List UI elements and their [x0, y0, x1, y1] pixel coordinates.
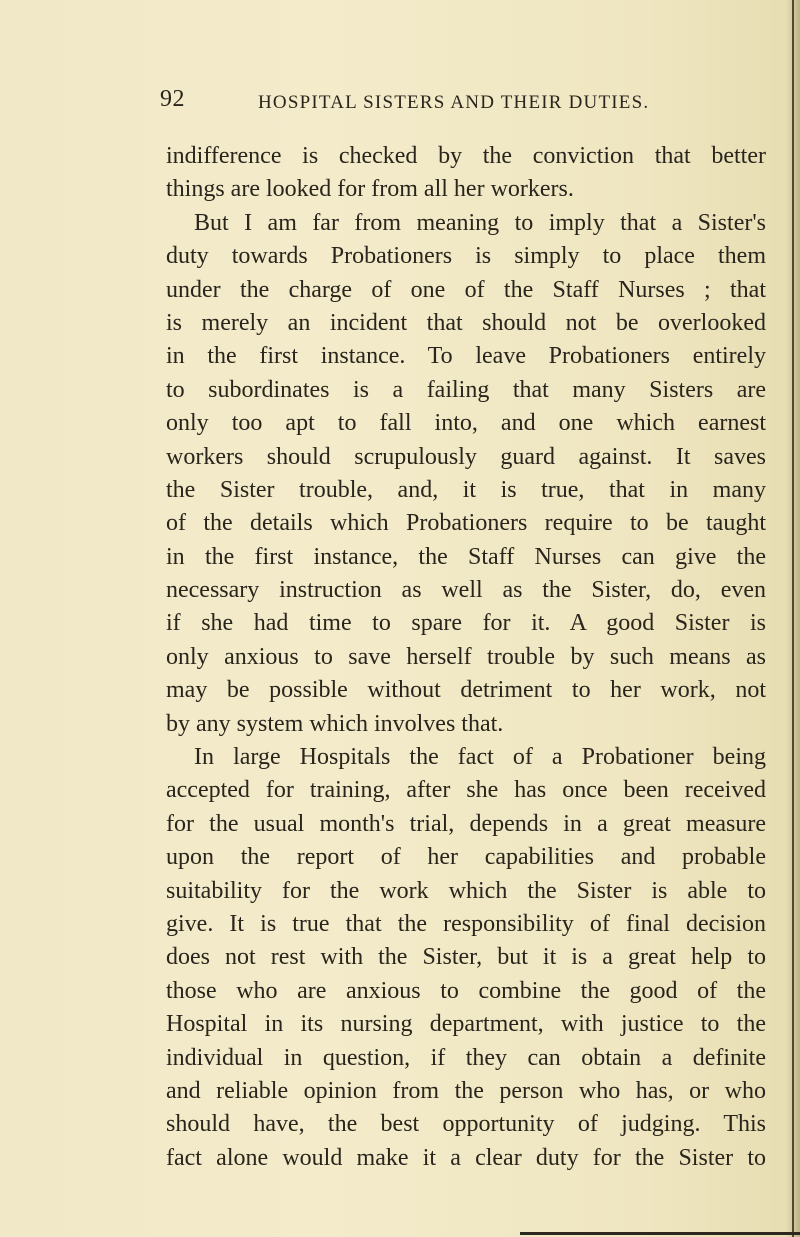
text-line: suitability for the work which the Sister is able to	[166, 877, 766, 904]
page-number: 92	[160, 86, 185, 112]
text-line: individual in question, if they can obtain a definite	[166, 1044, 766, 1071]
text-line: Hospital in its nursing department, with justice to the	[166, 1011, 766, 1038]
page-header	[0, 86, 800, 118]
text-line: should have, the best opportunity of judging. This	[166, 1111, 766, 1138]
text-line: give. It is true that the responsibility of final decision	[166, 910, 766, 937]
text-line: in the first instance, the Staff Nurses can give the	[166, 543, 766, 570]
text-line: the Sister trouble, and, it is true, that in many	[166, 476, 766, 503]
text-line: accepted for training, after she has once been received	[166, 777, 766, 804]
text-line: may be possible without detriment to her work, not	[166, 677, 766, 704]
text-line: by any system which involves that.	[166, 710, 504, 737]
text-line: under the charge of one of the Staff Nurses ; that	[166, 276, 766, 303]
text-line: does not rest with the Sister, but it is a great help to	[166, 944, 766, 971]
text-line: fact alone would make it a clear duty for the Sister to	[166, 1144, 766, 1171]
text-line: things are looked for from all her workers.	[166, 176, 574, 203]
text-line: if she had time to spare for it. A good Sister is	[166, 610, 766, 637]
text-line: But I am far from meaning to imply that a Sister's	[194, 209, 766, 236]
text-line: In large Hospitals the fact of a Probationer being	[194, 744, 766, 771]
text-line: duty towards Probationers is simply to place them	[166, 243, 766, 270]
text-line: to subordinates is a failing that many Sisters are	[166, 376, 766, 403]
text-line: workers should scrupulously guard against. It saves	[166, 443, 766, 470]
text-line: only anxious to save herself trouble by such means as	[166, 643, 766, 670]
text-line: in the first instance. To leave Probationers entirely	[166, 343, 766, 370]
text-line: indifference is checked by the conviction that better	[166, 143, 766, 169]
text-line: upon the report of her capabilities and probable	[166, 844, 766, 871]
text-line: only too apt to fall into, and one which earnest	[166, 410, 766, 437]
text-line: and reliable opinion from the person who has, or who	[166, 1077, 766, 1104]
text-line: of the details which Probationers require to be taught	[166, 510, 766, 537]
running-head: HOSPITAL SISTERS AND THEIR DUTIES.	[258, 92, 650, 113]
page-edge-line	[792, 0, 794, 1237]
text-line: for the usual month's trial, depends in a great measure	[166, 810, 766, 837]
bottom-edge-line	[520, 1232, 800, 1235]
text-line: those who are anxious to combine the good of the	[166, 977, 766, 1004]
text-line: necessary instruction as well as the Sister, do, even	[166, 577, 766, 604]
body-text	[166, 140, 766, 1175]
text-line: is merely an incident that should not be overlooked	[166, 309, 766, 336]
